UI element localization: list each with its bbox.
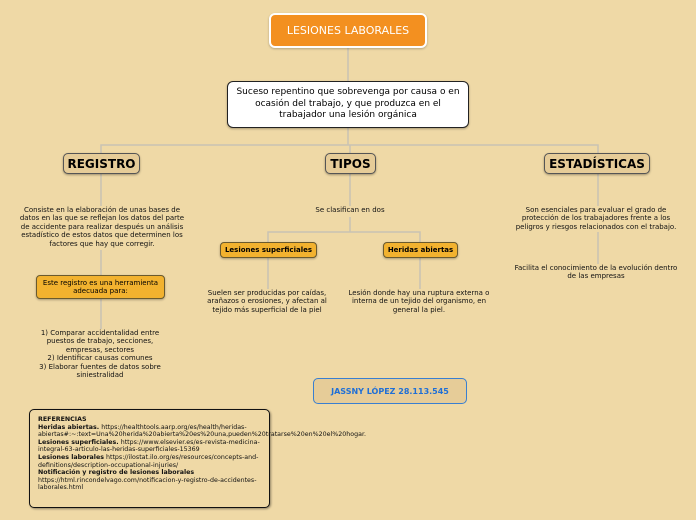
branch-estadisticas[interactable]: ESTADÍSTICAS [544,153,650,174]
definition-text: Suceso repentino que sobrevenga por causa o en ocasión del trabajo, y que produzca en el trabajador una lesión orgánica [236,87,460,121]
reference-item [38,477,261,492]
registro-description[interactable]: Consiste en la elaboración de unas bases de datos en las que se reflejan los datos del parte de accidente para realizar después un análisis estadístico de estos datos que determinen los factores que hay que corregir. [19,206,185,248]
reference-label: Lesiones superficiales. [38,438,119,446]
reference-url: https://healthtools.aarp.org/es/health/heridas-abiertas#:~:text=Una%20herida%20abierta%20es%20una,pueden%20tratarse%20en%20el%20hogar. [38,423,366,439]
connector-tipos-subtypes [268,217,420,242]
reference-label: Heridas abiertas. [38,423,100,431]
reference-url: https://ilostat.ilo.org/es/resources/concepts-and-definitions/description-occupational-injuries/ [38,453,259,469]
references-title: REFERENCIAS [38,416,87,423]
reference-item [38,439,261,454]
registro-note[interactable] [36,275,165,299]
subtype-heridas-abiertas[interactable]: Heridas abiertas [383,242,458,258]
estadisticas-description[interactable]: Son esenciales para evaluar el grado de protección de los trabajadores frente a los peligros y riesgos relacionados con el trabajo. [515,206,677,231]
registro-note-text: Este registro es una herramienta adecuada para: [42,278,159,295]
reference-item [38,454,261,469]
subtype-lesiones-superficiales[interactable]: Lesiones superficiales [220,242,317,258]
author-box[interactable] [313,378,467,404]
reference-label: Lesiones laborales [38,453,104,461]
branch-tipos[interactable]: TIPOS [325,153,376,174]
main-topic[interactable]: LESIONES LABORALES [269,13,427,48]
registro-list[interactable]: 1) Comparar accidentalidad entre puestos de trabajo, secciones, empresas, sectores 2) Identificar causas comunes 3) Elaborar fuentes de datos sobre siniestralidad [39,329,161,380]
tipos-description[interactable]: Se clasifican en dos [315,206,385,214]
reference-url: https://www.elsevier.es/es-revista-medicina-integral-63-articulo-las-heridas-superficiales-15369 [38,438,260,454]
estadisticas-description-2[interactable]: Facilita el conocimiento de la evolución dentro de las empresas [514,264,678,281]
reference-url: https://html.rincondelvago.com/notificacion-y-registro-de-accidentes-laborales.html [38,476,257,492]
reference-item [38,423,366,439]
author-name: JASSNY LÓPEZ 28.113.545 [331,386,449,396]
references-box[interactable] [29,409,366,508]
superficiales-description[interactable]: Suelen ser producidas por caídas, arañazos o erosiones, y afectan al tejido más superficial de la piel [207,289,327,314]
reference-label: Notificación y registro de lesiones laborales [38,469,195,477]
abiertas-description[interactable]: Lesión donde hay una ruptura externa o interna de un tejido del organismo, en general la piel. [348,289,490,314]
branch-registro[interactable]: REGISTRO [63,153,140,174]
reference-item [38,469,261,477]
definition-box[interactable] [227,81,469,128]
connector-definition-branches [101,128,598,153]
